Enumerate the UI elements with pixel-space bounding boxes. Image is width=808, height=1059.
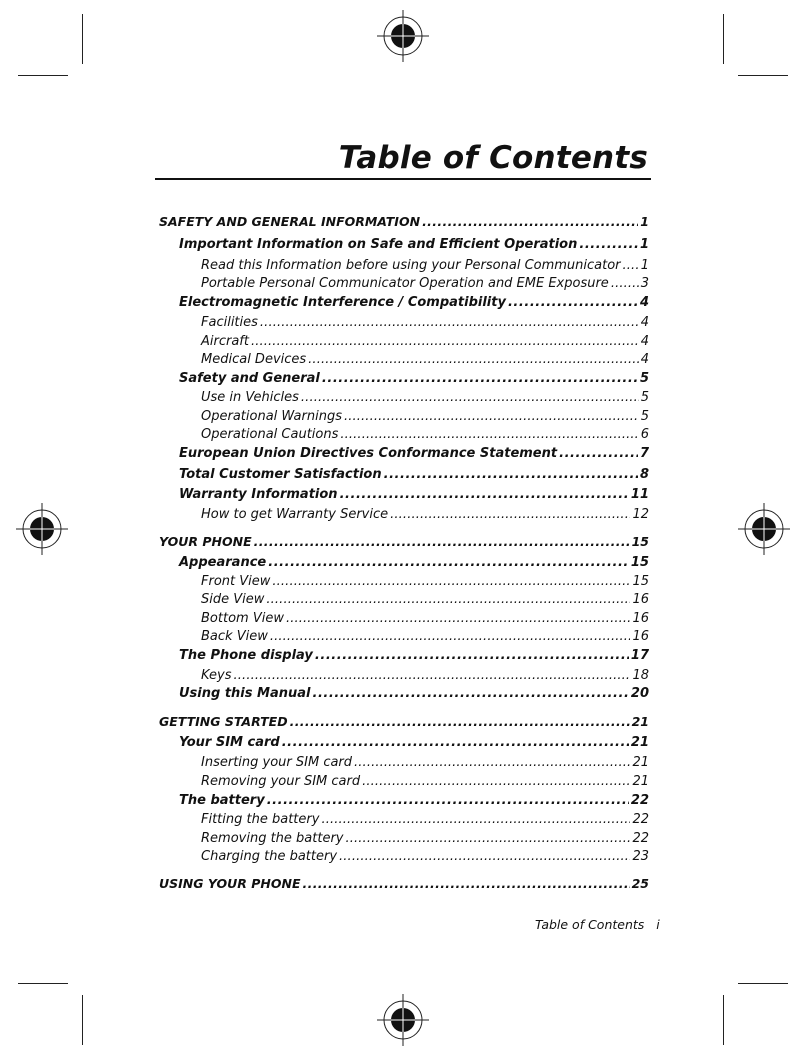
toc-entry-text: Operational Warnings xyxy=(201,409,342,424)
toc-entry-text: Total Customer Satisfaction xyxy=(179,467,382,482)
toc-entry[interactable] xyxy=(159,686,649,704)
toc-entry-page: 21 xyxy=(631,714,649,729)
crop-mark xyxy=(738,75,788,76)
footer-label: Table of Contents xyxy=(535,917,645,932)
toc-entry[interactable] xyxy=(159,214,649,232)
toc-entry-page: 8 xyxy=(639,467,649,482)
toc-entry-text: Use in Vehicles xyxy=(201,390,299,405)
toc-entry-page: 21 xyxy=(632,774,649,789)
toc-entry[interactable] xyxy=(159,793,649,811)
toc-leader xyxy=(290,714,630,729)
toc-entry[interactable] xyxy=(159,409,649,427)
toc-entry-text: European Union Directives Conformance Statement xyxy=(179,446,558,461)
toc-leader xyxy=(315,648,629,663)
page-title: Table of Contents xyxy=(338,140,648,176)
toc-entry-text: Removing your SIM card xyxy=(201,774,361,789)
toc-entry-page: 4 xyxy=(640,352,649,367)
toc-leader xyxy=(422,214,638,229)
crop-mark xyxy=(82,14,83,64)
crop-mark xyxy=(723,14,724,64)
toc-leader xyxy=(344,409,639,424)
toc-leader xyxy=(286,611,631,626)
toc-leader xyxy=(384,467,638,482)
toc-entry[interactable] xyxy=(159,390,649,408)
toc-leader xyxy=(322,371,638,386)
toc-leader xyxy=(346,831,631,846)
toc-entry-page: 18 xyxy=(632,668,649,683)
toc-entry-text: Front View xyxy=(201,574,271,589)
toc-leader xyxy=(301,390,639,405)
toc-entry-text: Important Information on Safe and Efficient Operation xyxy=(179,237,578,252)
toc-leader xyxy=(611,276,639,291)
page-footer xyxy=(535,917,660,932)
toc-leader xyxy=(390,507,630,522)
toc-leader xyxy=(340,427,638,442)
registration-mark-right xyxy=(738,503,790,555)
toc-entry-page: 16 xyxy=(632,611,649,626)
toc-leader xyxy=(260,315,639,330)
toc-entry[interactable] xyxy=(159,592,649,610)
crop-mark xyxy=(82,995,83,1045)
toc-entry-page: 5 xyxy=(640,390,649,405)
toc-leader xyxy=(362,774,630,789)
toc-entry[interactable] xyxy=(159,334,649,352)
toc-entry[interactable] xyxy=(159,276,649,294)
toc-leader xyxy=(340,487,629,502)
toc-entry-page: 1 xyxy=(639,237,649,252)
toc-entry-text: Medical Devices xyxy=(201,352,307,367)
toc-entry[interactable] xyxy=(159,371,649,389)
toc-entry[interactable] xyxy=(159,812,649,830)
toc-entry[interactable] xyxy=(159,315,649,333)
toc-leader xyxy=(270,629,631,644)
toc-entry[interactable] xyxy=(159,629,649,647)
toc-leader xyxy=(623,258,639,273)
toc-entry-text: Aircraft xyxy=(201,334,249,349)
toc-entry-page: 6 xyxy=(640,427,649,442)
title-rule xyxy=(155,178,651,180)
toc-entry-page: 22 xyxy=(632,812,649,827)
toc-entry-page: 22 xyxy=(630,793,649,808)
toc-entry[interactable] xyxy=(159,446,649,464)
toc-entry[interactable] xyxy=(159,774,649,792)
toc-entry-text: Back View xyxy=(201,629,268,644)
toc-entry[interactable] xyxy=(159,876,649,894)
toc-entry[interactable] xyxy=(159,534,649,552)
toc-leader xyxy=(268,555,629,570)
crop-mark xyxy=(723,995,724,1045)
toc-entry[interactable] xyxy=(159,467,649,485)
toc-entry-text: Read this Information before using your Personal Communicator xyxy=(201,258,621,273)
toc-leader xyxy=(559,446,638,461)
toc-entry-page: 7 xyxy=(639,446,649,461)
toc-entry-page: 17 xyxy=(630,648,649,663)
toc-entry-text: Keys xyxy=(201,668,232,683)
toc-entry-text: Removing the battery xyxy=(201,831,344,846)
registration-mark-bottom xyxy=(377,994,429,1046)
toc-leader xyxy=(254,534,630,549)
toc-entry-page: 16 xyxy=(632,592,649,607)
toc-leader xyxy=(579,237,638,252)
toc-entry-text: Appearance xyxy=(179,555,267,570)
toc-entry[interactable] xyxy=(159,755,649,773)
crop-mark xyxy=(18,75,68,76)
toc-leader xyxy=(266,592,630,607)
toc-leader xyxy=(321,812,630,827)
toc-entry[interactable] xyxy=(159,714,649,732)
toc-entry-text: Inserting your SIM card xyxy=(201,755,353,770)
toc-entry-page: 21 xyxy=(630,735,649,750)
toc-entry[interactable] xyxy=(159,427,649,445)
toc-entry-text: GETTING STARTED xyxy=(159,714,288,729)
toc-entry[interactable] xyxy=(159,849,649,867)
toc-entry-text: Bottom View xyxy=(201,611,284,626)
toc-entry[interactable] xyxy=(159,574,649,592)
toc-entry-text: Charging the battery xyxy=(201,849,338,864)
toc-entry-text: SAFETY AND GENERAL INFORMATION xyxy=(159,214,421,229)
toc-entry-page: 15 xyxy=(631,534,649,549)
toc-leader xyxy=(251,334,639,349)
registration-mark-left xyxy=(16,503,68,555)
toc-leader xyxy=(272,574,630,589)
toc-entry[interactable] xyxy=(159,668,649,686)
toc-leader xyxy=(308,352,639,367)
crop-mark xyxy=(738,983,788,984)
toc-entry-text: Side View xyxy=(201,592,265,607)
toc-entry-text: Portable Personal Communicator Operation and EME Exposure xyxy=(201,276,609,291)
toc-leader xyxy=(267,793,629,808)
toc-entry-page: 11 xyxy=(630,487,649,502)
toc-entry-page: 22 xyxy=(632,831,649,846)
toc-entry-page: 21 xyxy=(632,755,649,770)
toc-entry-text: Warranty Information xyxy=(179,487,338,502)
toc-leader xyxy=(508,295,638,310)
toc-entry-text: How to get Warranty Service xyxy=(201,507,389,522)
toc-leader xyxy=(282,735,629,750)
footer-page-number: i xyxy=(656,917,660,932)
toc-entry-page: 16 xyxy=(632,629,649,644)
toc-entry-text: Using this Manual xyxy=(179,686,311,701)
toc-entry-page: 5 xyxy=(640,409,649,424)
toc-entry[interactable] xyxy=(159,258,649,276)
toc-entry-text: YOUR PHONE xyxy=(159,534,252,549)
toc-entry-page: 15 xyxy=(630,555,649,570)
toc-entry-page: 4 xyxy=(640,315,649,330)
toc-entry-text: Fitting the battery xyxy=(201,812,320,827)
toc-entry-page: 15 xyxy=(632,574,649,589)
toc-entry-text: Electromagnetic Interference / Compatibility xyxy=(179,295,506,310)
toc-entry-page: 4 xyxy=(639,295,649,310)
toc-leader xyxy=(354,755,630,770)
toc-entry[interactable] xyxy=(159,735,649,753)
toc-entry-page: 4 xyxy=(640,334,649,349)
toc-entry-text: The Phone display xyxy=(179,648,313,663)
toc-entry[interactable] xyxy=(159,831,649,849)
toc-entry[interactable] xyxy=(159,352,649,370)
toc-entry[interactable] xyxy=(159,237,649,255)
toc-entry-text: Facilities xyxy=(201,315,258,330)
toc-entry-text: USING YOUR PHONE xyxy=(159,876,301,891)
toc-entry-text: Operational Cautions xyxy=(201,427,339,442)
toc-leader xyxy=(234,668,631,683)
toc-entry-page: 5 xyxy=(639,371,649,386)
toc-entry[interactable] xyxy=(159,611,649,629)
toc-entry-page: 23 xyxy=(632,849,649,864)
toc-entry-page: 1 xyxy=(640,214,649,229)
toc-entry[interactable] xyxy=(159,295,649,313)
toc-entry[interactable] xyxy=(159,648,649,666)
toc-entry-page: 25 xyxy=(631,876,649,891)
toc-entry-text: Your SIM card xyxy=(179,735,280,750)
toc-entry-page: 1 xyxy=(640,258,649,273)
crop-mark xyxy=(18,983,68,984)
toc-entry[interactable] xyxy=(159,507,649,525)
toc-leader xyxy=(303,876,630,891)
toc-entry-text: Safety and General xyxy=(179,371,320,386)
toc-entry-page: 12 xyxy=(632,507,649,522)
toc-leader xyxy=(339,849,630,864)
registration-mark-top xyxy=(377,10,429,62)
toc-entry[interactable] xyxy=(159,555,649,573)
toc-entry-page: 20 xyxy=(630,686,649,701)
toc-leader xyxy=(312,686,628,701)
toc-entry-text: The battery xyxy=(179,793,265,808)
toc-entry[interactable] xyxy=(159,487,649,505)
toc-entry-page: 3 xyxy=(640,276,649,291)
